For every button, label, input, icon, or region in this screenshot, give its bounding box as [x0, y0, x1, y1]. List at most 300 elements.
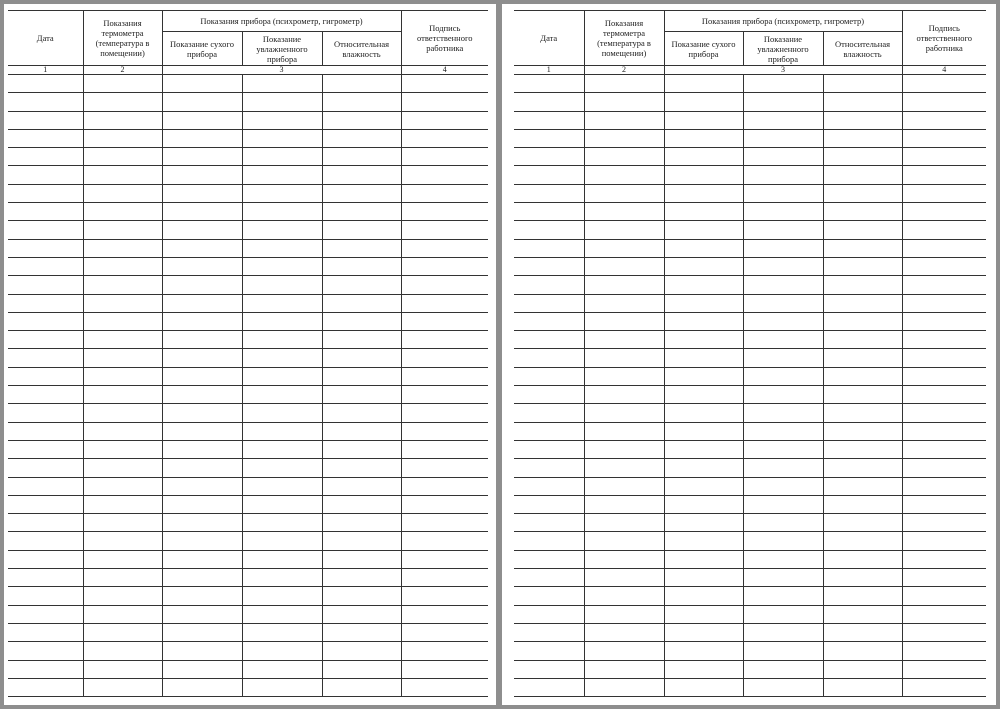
table-cell: [8, 569, 83, 587]
table-cell: [584, 294, 664, 312]
table-cell: [8, 422, 83, 440]
table-cell: [514, 404, 584, 422]
table-row: [8, 166, 488, 184]
table-cell: [664, 678, 743, 696]
table-cell: [322, 129, 401, 147]
table-cell: [664, 367, 743, 385]
table-cell: [83, 312, 162, 330]
table-cell: [823, 660, 902, 678]
table-row: [514, 93, 986, 111]
table-row: [8, 276, 488, 294]
table-cell: [401, 221, 488, 239]
table-cell: [664, 459, 743, 477]
table-cell: [322, 184, 401, 202]
table-cell: [8, 404, 83, 422]
table-cell: [322, 477, 401, 495]
table-cell: [83, 477, 162, 495]
table-cell: [322, 166, 401, 184]
table-cell: [584, 477, 664, 495]
table-row: [514, 386, 986, 404]
table-cell: [401, 587, 488, 605]
table-cell: [242, 477, 322, 495]
table-cell: [823, 93, 902, 111]
table-cell: [83, 129, 162, 147]
table-cell: [8, 386, 83, 404]
table-cell: [584, 422, 664, 440]
table-cell: [83, 75, 162, 93]
table-cell: [743, 550, 823, 568]
header-wet: Показание увлажненного прибора: [242, 32, 322, 66]
table-cell: [743, 221, 823, 239]
table-cell: [162, 678, 242, 696]
table-cell: [401, 569, 488, 587]
table-cell: [401, 404, 488, 422]
table-cell: [83, 642, 162, 660]
table-cell: [8, 440, 83, 458]
table-cell: [823, 166, 902, 184]
table-cell: [584, 111, 664, 129]
table-row: [514, 642, 986, 660]
table-cell: [8, 221, 83, 239]
table-row: [514, 203, 986, 221]
table-cell: [401, 660, 488, 678]
table-cell: [8, 239, 83, 257]
table-cell: [322, 239, 401, 257]
table-cell: [584, 623, 664, 641]
table-row: [514, 569, 986, 587]
table-cell: [162, 367, 242, 385]
column-number: 2: [83, 66, 162, 75]
table-cell: [162, 386, 242, 404]
table-cell: [322, 404, 401, 422]
header-dry: Показание сухого прибора: [664, 32, 743, 66]
table-cell: [162, 75, 242, 93]
table-cell: [664, 550, 743, 568]
table-cell: [823, 440, 902, 458]
table-cell: [514, 184, 584, 202]
table-cell: [823, 312, 902, 330]
table-cell: [743, 605, 823, 623]
table-cell: [902, 239, 986, 257]
table-cell: [664, 660, 743, 678]
table-cell: [743, 495, 823, 513]
table-cell: [902, 166, 986, 184]
table-row: [8, 404, 488, 422]
table-cell: [514, 440, 584, 458]
table-cell: [902, 623, 986, 641]
table-cell: [322, 422, 401, 440]
table-row: [514, 422, 986, 440]
table-cell: [584, 239, 664, 257]
table-cell: [162, 495, 242, 513]
table-cell: [902, 203, 986, 221]
table-cell: [823, 148, 902, 166]
table-cell: [823, 605, 902, 623]
table-cell: [322, 605, 401, 623]
table-cell: [823, 422, 902, 440]
table-cell: [83, 459, 162, 477]
table-cell: [514, 93, 584, 111]
table-cell: [664, 642, 743, 660]
table-cell: [514, 148, 584, 166]
table-cell: [584, 550, 664, 568]
table-cell: [83, 660, 162, 678]
table-cell: [664, 587, 743, 605]
table-row: [8, 203, 488, 221]
table-cell: [514, 331, 584, 349]
table-cell: [83, 514, 162, 532]
table-cell: [743, 386, 823, 404]
table-cell: [584, 129, 664, 147]
table-cell: [162, 514, 242, 532]
table-cell: [743, 276, 823, 294]
table-cell: [514, 294, 584, 312]
table-cell: [8, 148, 83, 166]
column-number: 2: [584, 66, 664, 75]
table-cell: [823, 294, 902, 312]
table-cell: [823, 550, 902, 568]
table-cell: [664, 184, 743, 202]
table-cell: [743, 367, 823, 385]
table-cell: [902, 331, 986, 349]
table-row: [514, 587, 986, 605]
table-cell: [162, 239, 242, 257]
table-row: [514, 532, 986, 550]
table-cell: [401, 184, 488, 202]
table-cell: [902, 587, 986, 605]
table-cell: [162, 93, 242, 111]
table-cell: [902, 605, 986, 623]
table-cell: [322, 587, 401, 605]
table-cell: [322, 331, 401, 349]
table-cell: [664, 623, 743, 641]
table-cell: [584, 166, 664, 184]
table-cell: [242, 239, 322, 257]
table-row: [8, 75, 488, 93]
table-cell: [83, 550, 162, 568]
header-thermometer: Показания термометра (температура в помещении): [83, 11, 162, 66]
table-cell: [401, 257, 488, 275]
table-cell: [401, 349, 488, 367]
table-cell: [162, 422, 242, 440]
table-cell: [584, 148, 664, 166]
header-date: Дата: [514, 11, 584, 66]
table-cell: [8, 75, 83, 93]
table-cell: [664, 221, 743, 239]
table-cell: [743, 532, 823, 550]
table-cell: [664, 276, 743, 294]
table-cell: [584, 276, 664, 294]
table-cell: [584, 678, 664, 696]
table-row: [8, 532, 488, 550]
table-cell: [8, 605, 83, 623]
table-cell: [83, 367, 162, 385]
table-cell: [83, 532, 162, 550]
table-cell: [322, 459, 401, 477]
table-cell: [242, 93, 322, 111]
table-cell: [242, 221, 322, 239]
table-cell: [162, 166, 242, 184]
table-cell: [664, 129, 743, 147]
table-row: [8, 331, 488, 349]
table-cell: [823, 129, 902, 147]
table-cell: [322, 294, 401, 312]
table-cell: [664, 569, 743, 587]
table-cell: [401, 550, 488, 568]
table-cell: [322, 532, 401, 550]
table-cell: [322, 642, 401, 660]
table-cell: [162, 294, 242, 312]
table-cell: [242, 257, 322, 275]
table-cell: [242, 422, 322, 440]
table-cell: [83, 587, 162, 605]
table-cell: [242, 349, 322, 367]
table-cell: [162, 203, 242, 221]
table-cell: [514, 239, 584, 257]
table-cell: [242, 440, 322, 458]
table-cell: [514, 349, 584, 367]
table-cell: [8, 257, 83, 275]
table-cell: [401, 459, 488, 477]
table-cell: [162, 532, 242, 550]
table-cell: [584, 514, 664, 532]
table-row: [514, 514, 986, 532]
table-cell: [401, 440, 488, 458]
journal-table-left: [8, 10, 488, 697]
table-cell: [743, 129, 823, 147]
table-cell: [83, 386, 162, 404]
table-cell: [584, 605, 664, 623]
table-cell: [514, 276, 584, 294]
table-cell: [743, 422, 823, 440]
table-cell: [664, 349, 743, 367]
table-cell: [514, 623, 584, 641]
column-number: 3: [664, 66, 902, 75]
table-cell: [823, 532, 902, 550]
header-device: Показания прибора (психрометр, гигрометр): [162, 11, 401, 32]
table-cell: [584, 440, 664, 458]
table-cell: [162, 276, 242, 294]
table-cell: [242, 678, 322, 696]
page-left: [4, 4, 496, 705]
table-cell: [514, 477, 584, 495]
table-row: [8, 111, 488, 129]
table-cell: [823, 221, 902, 239]
table-cell: [83, 349, 162, 367]
table-cell: [162, 587, 242, 605]
table-cell: [823, 623, 902, 641]
table-row: [8, 587, 488, 605]
table-cell: [242, 514, 322, 532]
table-cell: [242, 660, 322, 678]
table-cell: [584, 587, 664, 605]
table-cell: [514, 257, 584, 275]
table-cell: [514, 495, 584, 513]
page-right: [502, 4, 996, 705]
table-cell: [743, 440, 823, 458]
table-row: [514, 660, 986, 678]
header-date: Дата: [8, 11, 83, 66]
table-cell: [322, 75, 401, 93]
table-cell: [242, 111, 322, 129]
header-signature: Подпись ответственного работника: [902, 11, 986, 66]
table-cell: [401, 93, 488, 111]
table-cell: [902, 678, 986, 696]
table-cell: [514, 422, 584, 440]
table-cell: [664, 605, 743, 623]
table-cell: [83, 623, 162, 641]
table-cell: [401, 367, 488, 385]
table-cell: [823, 184, 902, 202]
table-cell: [322, 660, 401, 678]
table-cell: [902, 367, 986, 385]
table-cell: [902, 660, 986, 678]
table-cell: [322, 221, 401, 239]
table-cell: [242, 569, 322, 587]
table-cell: [823, 367, 902, 385]
table-cell: [664, 203, 743, 221]
table-cell: [242, 312, 322, 330]
table-row: [8, 239, 488, 257]
header-device: Показания прибора (психрометр, гигрометр): [664, 11, 902, 32]
table-row: [8, 642, 488, 660]
header-humidity: Относительная влажность: [322, 32, 401, 66]
table-cell: [664, 75, 743, 93]
table-row: [514, 459, 986, 477]
column-number: 4: [401, 66, 488, 75]
table-cell: [743, 459, 823, 477]
table-cell: [8, 276, 83, 294]
table-cell: [743, 184, 823, 202]
table-cell: [8, 349, 83, 367]
table-cell: [83, 440, 162, 458]
table-cell: [8, 642, 83, 660]
table-cell: [902, 422, 986, 440]
table-cell: [664, 294, 743, 312]
table-cell: [322, 148, 401, 166]
table-cell: [401, 495, 488, 513]
table-row: [8, 550, 488, 568]
table-cell: [322, 495, 401, 513]
table-cell: [322, 386, 401, 404]
table-cell: [242, 459, 322, 477]
table-row: [8, 495, 488, 513]
table-cell: [664, 386, 743, 404]
table-cell: [823, 203, 902, 221]
table-cell: [902, 221, 986, 239]
table-cell: [514, 459, 584, 477]
table-cell: [83, 276, 162, 294]
table-cell: [664, 312, 743, 330]
table-cell: [162, 605, 242, 623]
table-cell: [902, 75, 986, 93]
table-cell: [743, 678, 823, 696]
table-cell: [584, 257, 664, 275]
table-cell: [902, 514, 986, 532]
table-row: [514, 276, 986, 294]
table-cell: [664, 166, 743, 184]
table-cell: [162, 257, 242, 275]
table-cell: [823, 404, 902, 422]
table-cell: [902, 459, 986, 477]
table-cell: [743, 166, 823, 184]
header-humidity: Относительная влажность: [823, 32, 902, 66]
table-cell: [242, 495, 322, 513]
table-cell: [401, 678, 488, 696]
table-cell: [902, 184, 986, 202]
table-cell: [401, 532, 488, 550]
table-cell: [162, 550, 242, 568]
table-cell: [823, 331, 902, 349]
table-cell: [743, 239, 823, 257]
table-cell: [902, 532, 986, 550]
table-cell: [584, 221, 664, 239]
table-row: [514, 111, 986, 129]
table-cell: [401, 514, 488, 532]
table-cell: [823, 276, 902, 294]
table-cell: [401, 386, 488, 404]
table-row: [8, 569, 488, 587]
table-cell: [8, 331, 83, 349]
table-cell: [664, 93, 743, 111]
table-cell: [514, 550, 584, 568]
table-cell: [401, 642, 488, 660]
table-cell: [514, 203, 584, 221]
table-cell: [584, 367, 664, 385]
table-cell: [162, 312, 242, 330]
table-cell: [664, 422, 743, 440]
table-cell: [242, 129, 322, 147]
table-cell: [584, 75, 664, 93]
table-cell: [664, 111, 743, 129]
table-row: [514, 605, 986, 623]
table-cell: [743, 111, 823, 129]
table-cell: [823, 642, 902, 660]
table-cell: [823, 386, 902, 404]
table-cell: [743, 349, 823, 367]
table-row: [514, 623, 986, 641]
table-cell: [242, 203, 322, 221]
table-cell: [584, 532, 664, 550]
table-cell: [8, 294, 83, 312]
table-row: [514, 404, 986, 422]
table-cell: [83, 221, 162, 239]
header-signature: Подпись ответственного работника: [401, 11, 488, 66]
table-cell: [83, 93, 162, 111]
table-cell: [664, 148, 743, 166]
header-thermometer: Показания термометра (температура в помещении): [584, 11, 664, 66]
table-cell: [743, 660, 823, 678]
table-cell: [664, 495, 743, 513]
table-cell: [8, 660, 83, 678]
table-cell: [162, 111, 242, 129]
table-cell: [584, 349, 664, 367]
table-cell: [584, 331, 664, 349]
table-cell: [83, 422, 162, 440]
table-cell: [743, 93, 823, 111]
table-cell: [401, 312, 488, 330]
table-cell: [743, 331, 823, 349]
table-cell: [902, 477, 986, 495]
table-row: [8, 257, 488, 275]
table-row: [8, 386, 488, 404]
table-cell: [242, 75, 322, 93]
table-cell: [8, 495, 83, 513]
table-cell: [83, 605, 162, 623]
table-row: [8, 678, 488, 696]
table-cell: [902, 129, 986, 147]
table-cell: [584, 386, 664, 404]
